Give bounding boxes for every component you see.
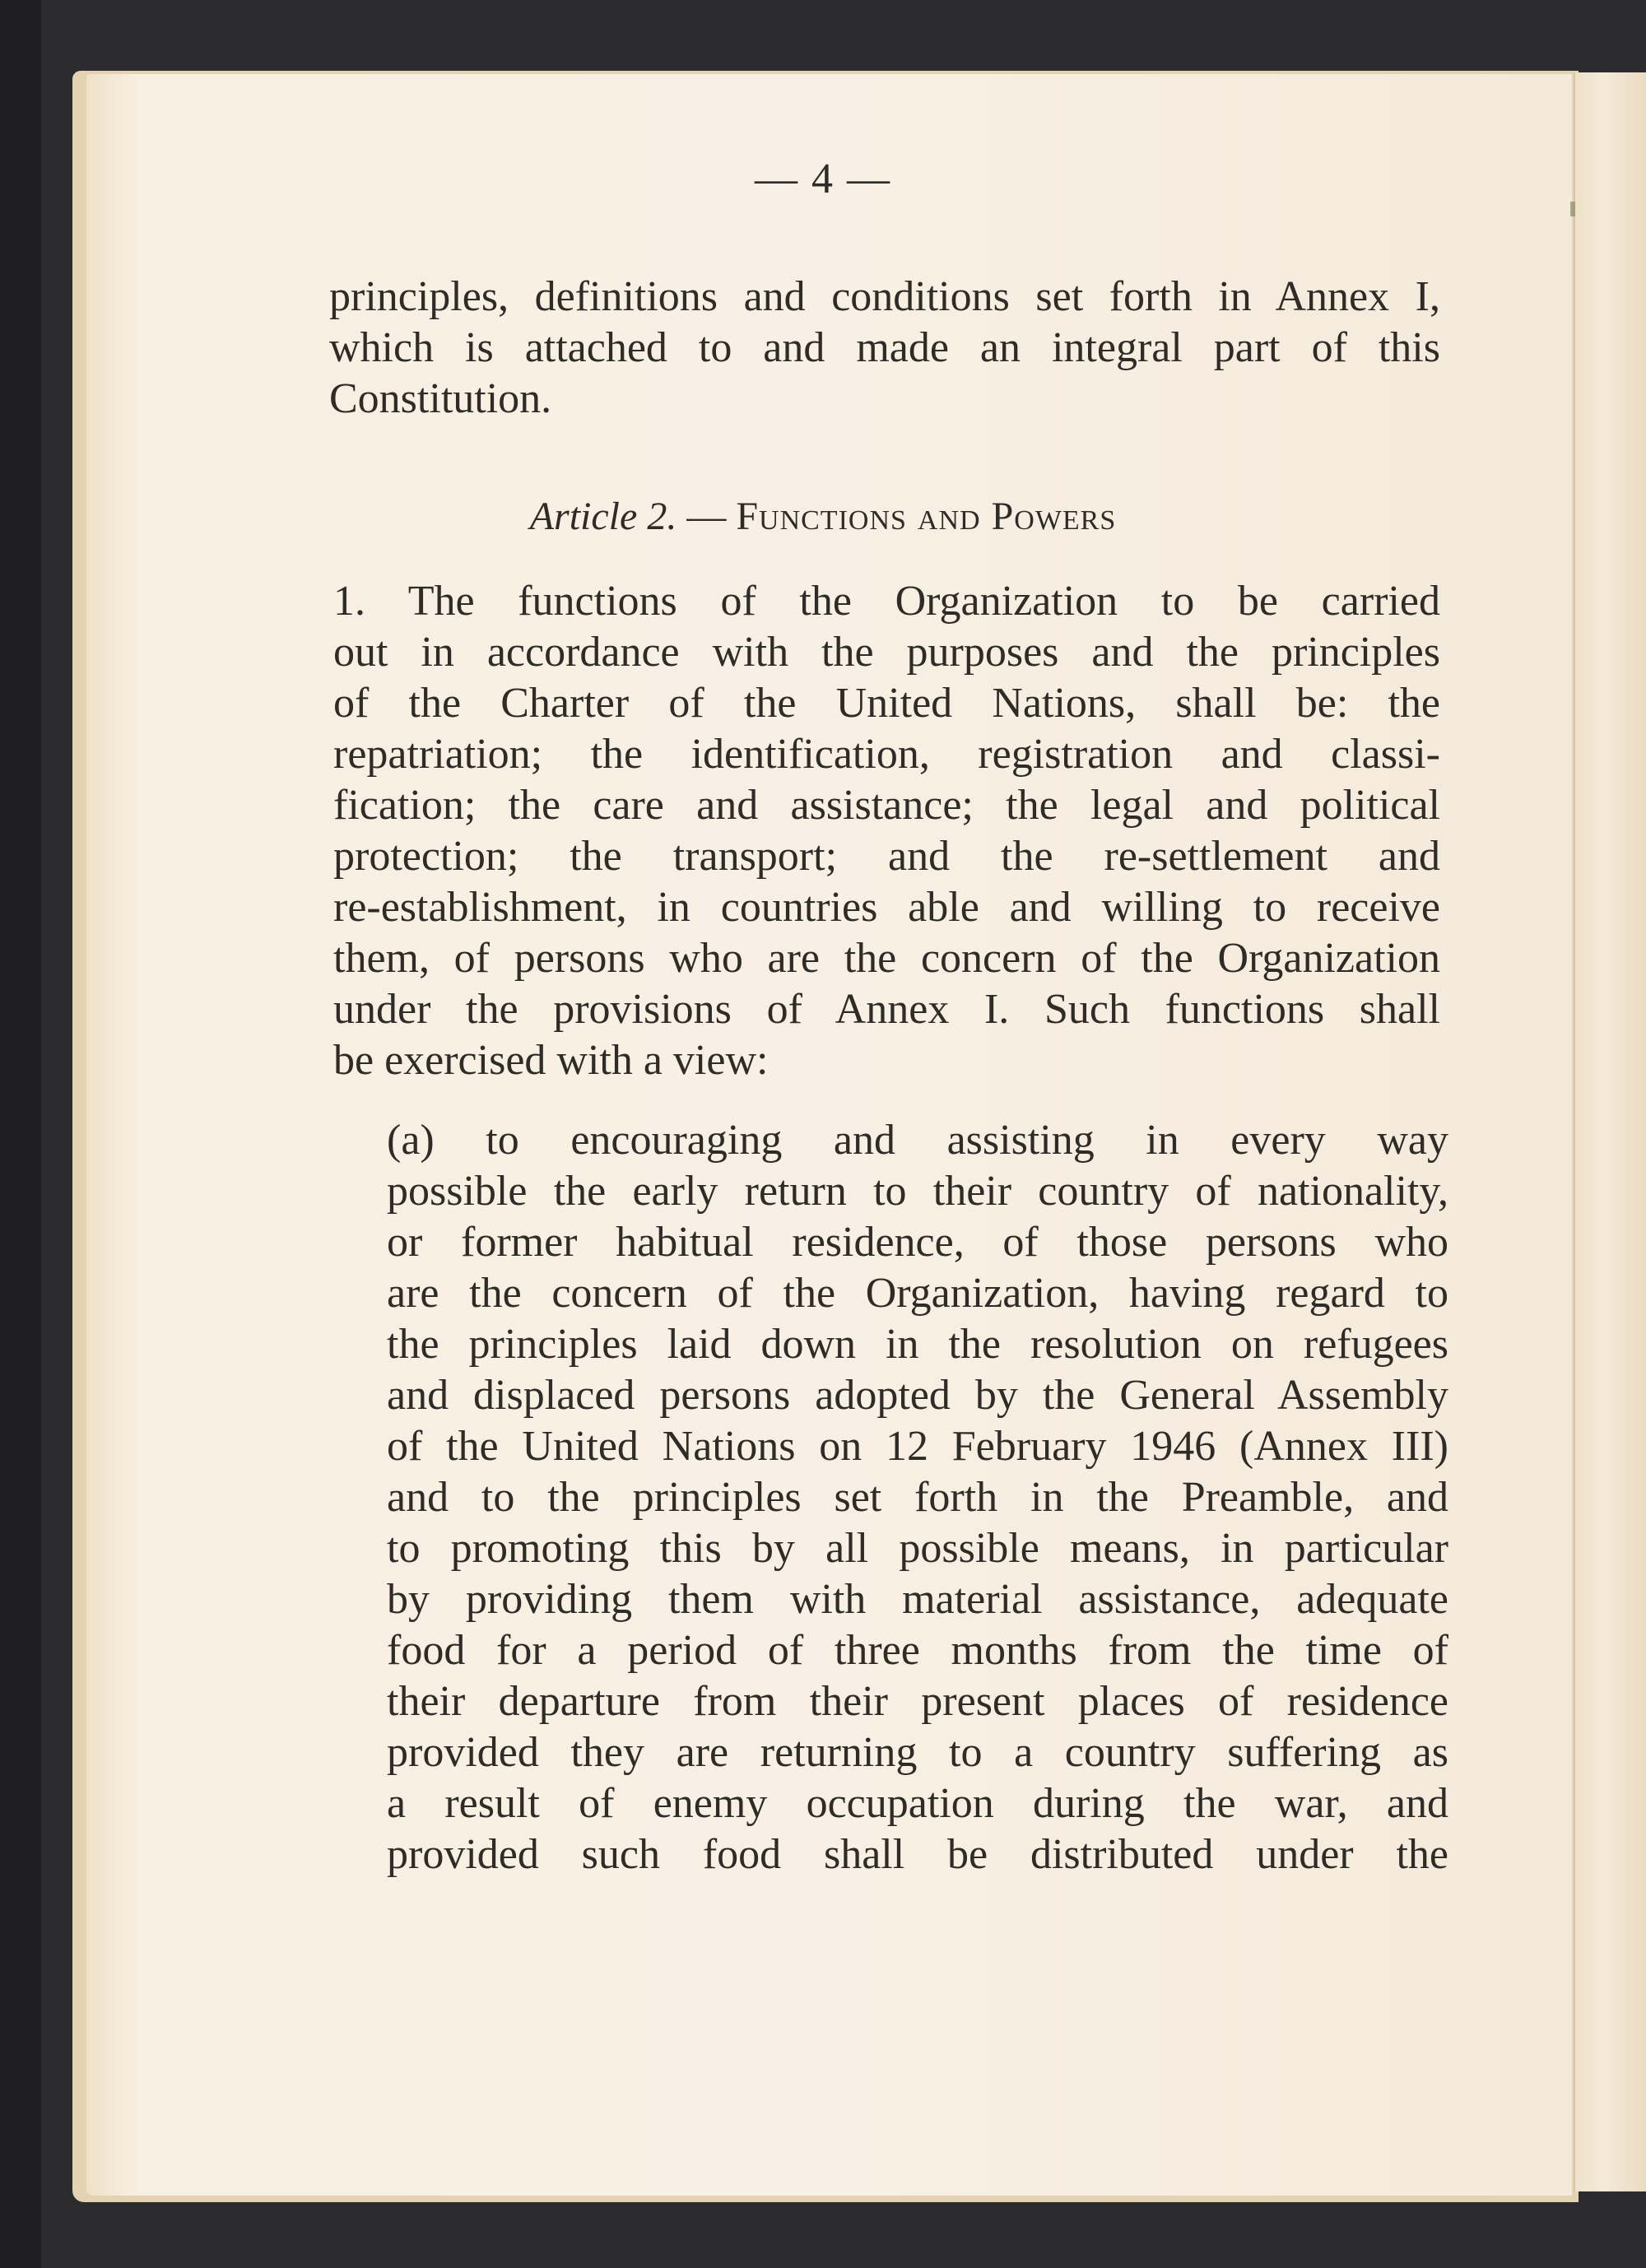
- continuation-paragraph: [329, 272, 1440, 425]
- heading-dash: —: [677, 495, 737, 538]
- paragraph-1: [333, 576, 1440, 1086]
- text-line: them, of persons who are the concern of the Organization: [333, 935, 1440, 982]
- subparagraph-a: [387, 1115, 1448, 1880]
- text-line: under the provisions of Annex I. Such functions shall: [333, 986, 1440, 1033]
- text-line: are the concern of the Organization, having regard to: [387, 1270, 1448, 1317]
- text-line: of the Charter of the United Nations, shall be: the: [333, 680, 1440, 727]
- text-line: protection; the transport; and the re-settlement and: [333, 833, 1440, 880]
- text-line: or former habitual residence, of those persons who: [387, 1219, 1448, 1266]
- text-line: principles, definitions and conditions set forth in Annex I,: [329, 273, 1440, 320]
- article-title: Functions and Powers: [736, 495, 1117, 538]
- article-heading: [0, 494, 1646, 539]
- text-line: provided they are returning to a country suffering as: [387, 1729, 1448, 1776]
- text-line: provided such food shall be distributed under the: [387, 1831, 1448, 1878]
- text-line: which is attached to and made an integral part of this: [329, 324, 1440, 371]
- text-line: re-establishment, in countries able and willing to receive: [333, 884, 1440, 931]
- article-number: Article 2.: [529, 495, 677, 538]
- text-line: be exercised with a view:: [333, 1037, 769, 1084]
- text-line: out in accordance with the purposes and the principles: [333, 629, 1440, 676]
- text-line: food for a period of three months from the time of: [387, 1627, 1448, 1674]
- text-line: a result of enemy occupation during the war, and: [387, 1780, 1448, 1827]
- text-line: 1. The functions of the Organization to be carried: [333, 578, 1440, 625]
- text-line: possible the early return to their country of nationality,: [387, 1168, 1448, 1215]
- text-line: repatriation; the identification, registration and classi-: [333, 731, 1440, 778]
- binding-spine: [0, 0, 41, 2268]
- text-line: and displaced persons adopted by the General Assembly: [387, 1372, 1448, 1419]
- page-number: — 4 —: [755, 156, 891, 202]
- text-line: their departure from their present places of residence: [387, 1678, 1448, 1725]
- text-line: of the United Nations on 12 February 1946 (Annex III): [387, 1423, 1448, 1470]
- text-line: fication; the care and assistance; the legal and political: [333, 782, 1440, 829]
- text-line: and to the principles set forth in the Preamble, and: [387, 1474, 1448, 1521]
- paper-mark: [1570, 202, 1575, 216]
- next-page-edge: [1574, 72, 1646, 2191]
- text-line: the principles laid down in the resolution on refugees: [387, 1321, 1448, 1368]
- text-line: to promoting this by all possible means, in particular: [387, 1525, 1448, 1572]
- text-line: (a) to encouraging and assisting in every way: [387, 1117, 1448, 1164]
- text-line: by providing them with material assistance, adequate: [387, 1576, 1448, 1623]
- text-line: Constitution.: [329, 375, 552, 422]
